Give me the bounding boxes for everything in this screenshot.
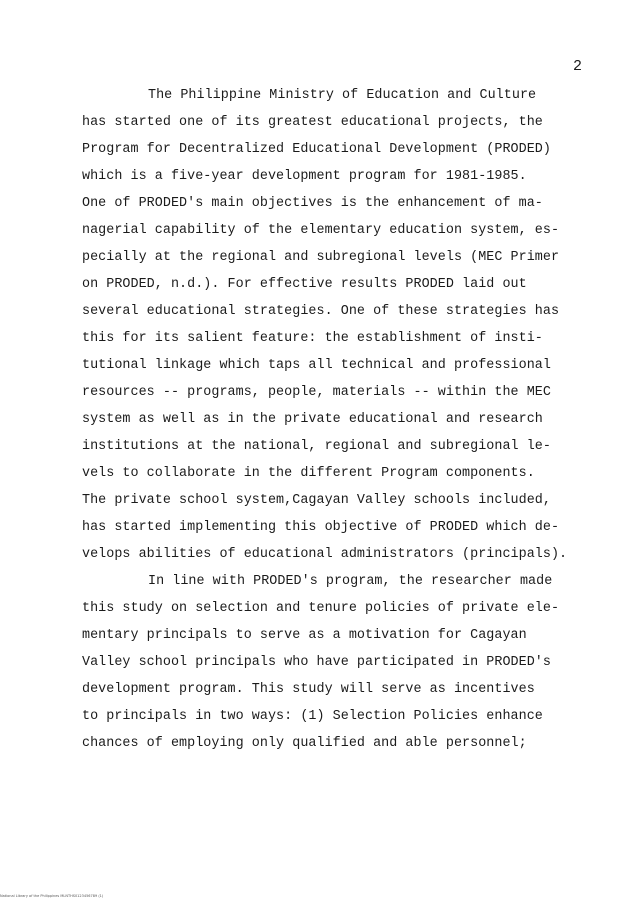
text-line: chances of employing only qualified and able personnel; (82, 736, 527, 751)
text-line: Valley school principals who have participated in PRODED's (82, 655, 551, 670)
text-line: velops abilities of educational administrators (principals). (82, 547, 568, 562)
text-line: system as well as in the private educational and research (82, 412, 543, 427)
text-line: In line with PRODED's program, the researcher made (148, 574, 553, 589)
text-line: mentary principals to serve as a motivation for Cagayan (82, 628, 527, 643)
text-line: this for its salient feature: the establishment of insti- (82, 331, 543, 346)
text-line: The private school system,Cagayan Valley schools included, (82, 493, 551, 508)
page-number: 2 (573, 58, 583, 75)
text-line: has started implementing this objective of PRODED which de- (82, 520, 560, 535)
text-line: vels to collaborate in the different Program components. (82, 466, 535, 481)
text-line: institutions at the national, regional and subregional le- (82, 439, 551, 454)
text-line: The Philippine Ministry of Education and Culture (148, 88, 537, 103)
text-line: resources -- programs, people, materials -- within the MEC (82, 385, 551, 400)
text-line: nagerial capability of the elementary education system, es- (82, 223, 560, 238)
text-line: to principals in two ways: (1) Selection Policies enhance (82, 709, 543, 724)
text-line: Program for Decentralized Educational Development (PRODED) (82, 142, 551, 157)
text-line: tutional linkage which taps all technical and professional (82, 358, 551, 373)
text-line: several educational strategies. One of these strategies has (82, 304, 560, 319)
text-line: has started one of its greatest educational projects, the (82, 115, 543, 130)
text-line: pecially at the regional and subregional levels (MEC Primer (82, 250, 560, 265)
text-line: this study on selection and tenure policies of private ele- (82, 601, 560, 616)
text-line: which is a five-year development program for 1981-1985. (82, 169, 527, 184)
body-text (82, 86, 612, 761)
footer-note: National Library of the Philippines MLNTHS0123456789 (1) (0, 894, 104, 898)
text-line: development program. This study will serve as incentives (82, 682, 535, 697)
text-line: One of PRODED's main objectives is the enhancement of ma- (82, 196, 543, 211)
text-line: on PRODED, n.d.). For effective results PRODED laid out (82, 277, 527, 292)
